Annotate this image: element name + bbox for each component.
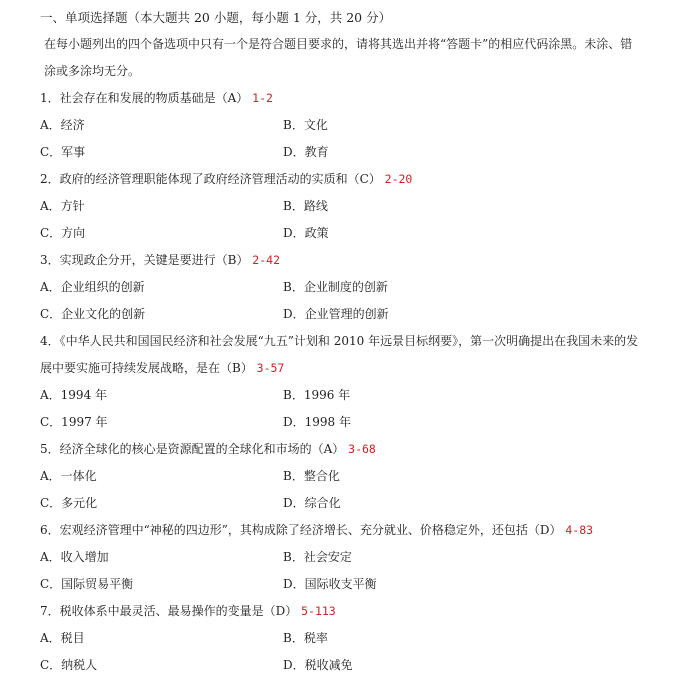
question-reference: 1-2 bbox=[252, 91, 273, 105]
option-a[interactable]: A．经济 bbox=[40, 118, 85, 132]
section-title: 一、单项选择题（本大题共 20 小题，每小题 1 分，共 20 分） bbox=[40, 10, 392, 25]
question-1-options-row-2 bbox=[40, 139, 653, 166]
option-d[interactable]: D．综合化 bbox=[283, 496, 341, 510]
question-6-stem bbox=[40, 517, 653, 544]
option-d[interactable]: D．教育 bbox=[283, 145, 329, 159]
question-3-stem bbox=[40, 247, 653, 274]
option-a[interactable]: A．一体化 bbox=[40, 469, 97, 483]
question-3-options-row-2 bbox=[40, 301, 653, 328]
question-7-stem bbox=[40, 598, 653, 625]
option-c[interactable]: C．多元化 bbox=[40, 496, 98, 510]
question-4-options-row-2 bbox=[40, 409, 653, 436]
question-2-options-row-2 bbox=[40, 220, 653, 247]
question-2-options-row-1 bbox=[40, 193, 653, 220]
option-a[interactable]: A．方针 bbox=[40, 199, 85, 213]
question-7-options-row-1 bbox=[40, 625, 653, 652]
question-text: 4．《中华人民共和国国民经济和社会发展“九五”计划和 2010 年远景目标纲要》，第一次明确提出在我国未来的发 bbox=[40, 334, 639, 348]
option-b[interactable]: B．路线 bbox=[283, 199, 328, 213]
option-c[interactable]: C．1997 年 bbox=[40, 415, 108, 429]
question-reference: 2-20 bbox=[384, 172, 413, 186]
option-c[interactable]: C．企业文化的创新 bbox=[40, 307, 146, 321]
question-reference: 2-42 bbox=[252, 253, 280, 267]
question-6-options-row-1 bbox=[40, 544, 653, 571]
question-1-stem bbox=[40, 85, 653, 112]
option-b[interactable]: B．税率 bbox=[283, 631, 328, 645]
question-2-stem bbox=[40, 166, 653, 193]
option-b[interactable]: B．1996 年 bbox=[283, 388, 351, 402]
question-text: 5．经济全球化的核心是资源配置的全球化和市场的（A） bbox=[40, 442, 345, 456]
question-5-options-row-1 bbox=[40, 463, 653, 490]
option-a[interactable]: A．收入增加 bbox=[40, 550, 109, 564]
question-text: 1．社会存在和发展的物质基础是（A） bbox=[40, 91, 249, 105]
question-text: 6．宏观经济管理中“神秘的四边形”，其构成除了经济增长、充分就业、价格稳定外，还包括（D） bbox=[40, 523, 562, 537]
option-d[interactable]: D．1998 年 bbox=[283, 415, 351, 429]
question-reference: 4-83 bbox=[565, 523, 594, 537]
question-text: 3．实现政企分开，关键是要进行（B） bbox=[40, 253, 249, 267]
option-d[interactable]: D．税收减免 bbox=[283, 658, 353, 672]
question-5-options-row-2 bbox=[40, 490, 653, 517]
option-a[interactable]: A．税目 bbox=[40, 631, 85, 645]
question-5-stem bbox=[40, 436, 653, 463]
option-a[interactable]: A．企业组织的创新 bbox=[40, 280, 145, 294]
option-c[interactable]: C．国际贸易平衡 bbox=[40, 577, 134, 591]
question-text: 2．政府的经济管理职能体现了政府经济管理活动的实质和（C） bbox=[40, 172, 381, 186]
option-a[interactable]: A．1994 年 bbox=[40, 388, 108, 402]
question-4-stem-continued bbox=[40, 355, 653, 382]
option-d[interactable]: D．企业管理的创新 bbox=[283, 307, 389, 321]
question-1-options-row-1 bbox=[40, 112, 653, 139]
option-b[interactable]: B．企业制度的创新 bbox=[283, 280, 388, 294]
option-d[interactable]: D．国际收支平衡 bbox=[283, 577, 377, 591]
option-b[interactable]: B．文化 bbox=[283, 118, 328, 132]
question-text: 7．税收体系中最灵活、最易操作的变量是（D） bbox=[40, 604, 298, 618]
question-text-continued: 展中要实施可持续发展战略，是在（B） bbox=[40, 361, 253, 375]
option-c[interactable]: C．军事 bbox=[40, 145, 86, 159]
question-reference: 5-113 bbox=[301, 604, 336, 618]
option-c[interactable]: C．纳税人 bbox=[40, 658, 98, 672]
question-reference: 3-57 bbox=[256, 361, 285, 375]
question-4-stem bbox=[40, 328, 653, 355]
option-b[interactable]: B．整合化 bbox=[283, 469, 340, 483]
question-3-options-row-1 bbox=[40, 274, 653, 301]
section-instruction-continued: 涂或多涂均无分。 bbox=[44, 64, 141, 78]
option-b[interactable]: B．社会安定 bbox=[283, 550, 352, 564]
question-6-options-row-2 bbox=[40, 571, 653, 598]
section-instruction: 在每小题列出的四个备选项中只有一个是符合题目要求的，请将其选出并将“答题卡”的相应代码涂黑。未涂、错 bbox=[44, 37, 633, 51]
option-d[interactable]: D．政策 bbox=[283, 226, 329, 240]
question-reference: 3-68 bbox=[348, 442, 376, 456]
question-4-options-row-1 bbox=[40, 382, 653, 409]
option-c[interactable]: C．方向 bbox=[40, 226, 86, 240]
